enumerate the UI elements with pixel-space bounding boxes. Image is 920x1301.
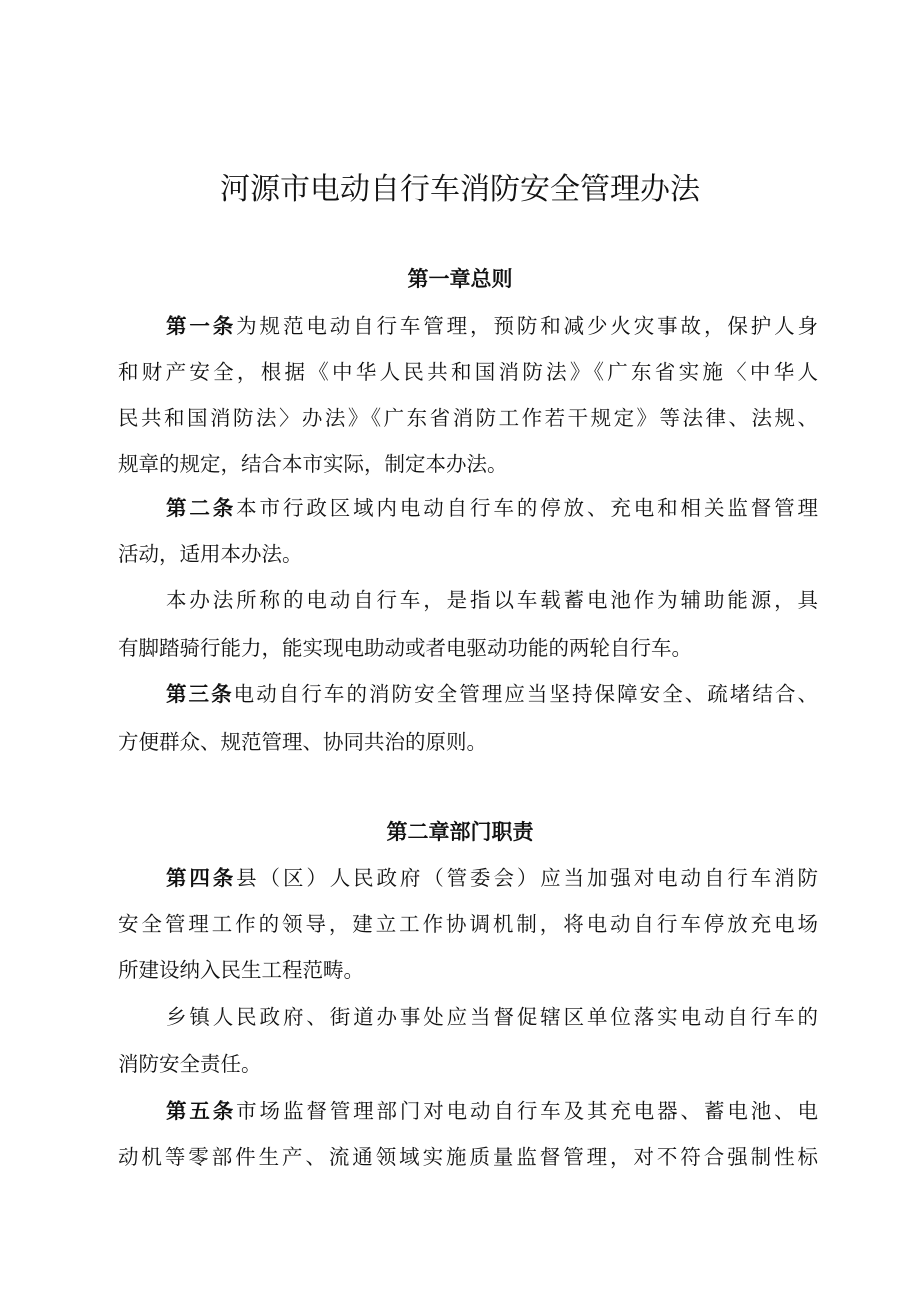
article-1-line-2: 和财产安全，根据《中华人民共和国消防法》《广东省实施〈中华人 [118, 360, 818, 384]
article-2-line-2: 活动，适用本办法。 [118, 542, 303, 566]
definition-line-1: 本办法所称的电动自行车，是指以车载蓄电池作为辅助能源，具 [166, 588, 818, 612]
article-2-line-1 [166, 494, 818, 522]
definition-line-2: 有脚踏骑行能力，能实现电助动或者电驱动功能的两轮自行车。 [118, 636, 692, 660]
article-1-line-3: 民共和国消防法〉办法》《广东省消防工作若干规定》等法律、法规、 [118, 406, 818, 430]
document-title: 河源市电动自行车消防安全管理办法 [220, 172, 700, 207]
article-1-line-4: 规章的规定，结合本市实际，制定本办法。 [118, 452, 508, 476]
article-5-line-1 [166, 1097, 818, 1125]
article-4-line-2: 安全管理工作的领导，建立工作协调机制，将电动自行车停放充电场 [118, 912, 818, 936]
article-5-line-2: 动机等零部件生产、流通领域实施质量监督管理，对不符合强制性标 [118, 1145, 818, 1169]
article-4-label: 第四条 [166, 866, 237, 890]
article-1-label: 第一条 [166, 314, 237, 338]
article-3-label: 第三条 [166, 682, 234, 706]
chapter-heading-2: 第二章部门职责 [386, 820, 534, 844]
article-1-line-1 [166, 312, 818, 340]
township-line-1: 乡镇人民政府、街道办事处应当督促辖区单位落实电动自行车的 [166, 1005, 818, 1029]
article-5-label: 第五条 [166, 1099, 237, 1123]
article-3-text-1: 电动自行车的消防安全管理应当坚持保障安全、疏堵结合、 [233, 682, 818, 706]
township-line-2: 消防安全责任。 [118, 1052, 262, 1076]
article-2-text-1: 本市行政区域内电动自行车的停放、充电和相关监督管理 [236, 496, 818, 520]
article-3-line-1 [166, 680, 818, 708]
article-4-line-3: 所建设纳入民生工程范畴。 [118, 958, 364, 982]
article-5-text-1: 市场监督管理部门对电动自行车及其充电器、蓄电池、电 [236, 1099, 818, 1123]
article-4-text-1: 县（区）人民政府（管委会）应当加强对电动自行车消防 [236, 866, 818, 890]
article-2-label: 第二条 [166, 496, 237, 520]
article-1-text-1: 为规范电动自行车管理，预防和减少火灾事故，保护人身 [236, 314, 818, 338]
article-4-line-1 [166, 864, 818, 892]
article-3-line-2: 方便群众、规范管理、协同共治的原则。 [118, 730, 487, 754]
chapter-heading-1: 第一章总则 [407, 267, 513, 291]
